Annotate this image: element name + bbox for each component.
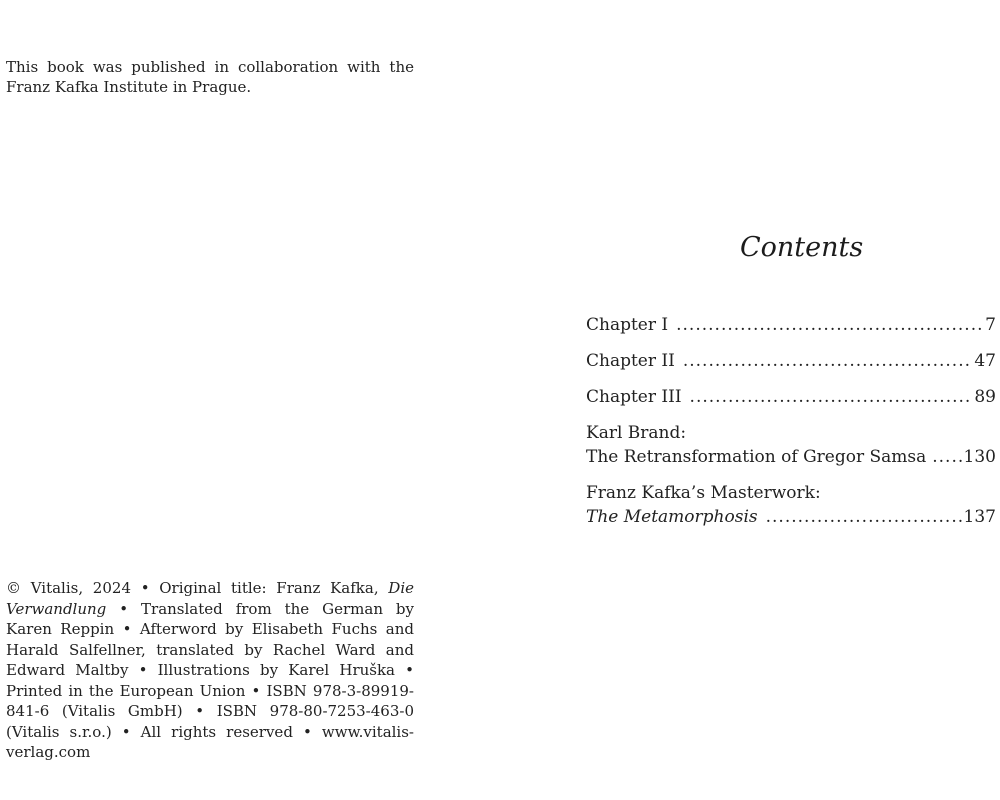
toc-page-number: 7: [985, 315, 996, 335]
collaboration-note: This book was published in collaboration with the Franz Kafka Institute in Prague.: [6, 58, 414, 96]
toc-entry-label: Chapter II: [586, 351, 675, 371]
toc-entry-label: Chapter I: [586, 315, 669, 335]
toc-entry-chapter-1[interactable]: [586, 313, 996, 337]
imprint-original-title: Die Verwandlung: [6, 579, 414, 618]
toc-leader-dots: [676, 313, 983, 337]
toc-entry-label: Chapter III: [586, 387, 682, 407]
toc-entry-label-line2: The Metamorphosis: [586, 507, 758, 527]
toc-leader-dots: [932, 445, 961, 469]
toc-entry-chapter-2[interactable]: [586, 349, 996, 373]
toc-page-number: 137: [963, 507, 996, 527]
right-page: [500, 0, 1000, 800]
imprint-text-after-title: • Translated from the German by Karen Reppin • Afterword by Elisabeth Fuchs and Harald Salfellner, translated by Rachel Ward and Edward Maltby • Illustrations by Karel Hruška • Printed in the European Union • ISBN 978-3-89919-841-6 (Vitalis GmbH) • ISBN 978-80-7253-463-0 (Vitalis s.r.o.) • All rights reserved • www.vitalis-verlag.com: [6, 599, 414, 761]
toc-line: [586, 505, 996, 529]
toc-page-number: 130: [963, 447, 996, 467]
toc-entry-chapter-3[interactable]: [586, 385, 996, 409]
toc-line: [586, 349, 996, 373]
toc-page-number: 47: [974, 351, 996, 371]
imprint-text-before-title: © Vitalis, 2024 • Original title: Franz Kafka,: [6, 579, 389, 597]
toc-entry-label-line1: Karl Brand:: [586, 423, 687, 443]
toc-page-number: 89: [974, 387, 996, 407]
toc-line: [586, 445, 996, 469]
imprint-notice: [6, 578, 414, 763]
toc-line: [586, 313, 996, 337]
toc-entry-retransformation[interactable]: [586, 421, 996, 469]
toc-leader-dots: [690, 385, 973, 409]
table-of-contents: [586, 313, 996, 541]
toc-entry-afterword[interactable]: [586, 481, 996, 529]
toc-leader-dots: [766, 505, 962, 529]
contents-heading: Contents: [740, 232, 864, 263]
toc-line: [586, 385, 996, 409]
toc-leader-dots: [683, 349, 973, 373]
toc-entry-label-line1: Franz Kafka’s Masterwork:: [586, 483, 821, 503]
toc-entry-label-line2: The Retransformation of Gregor Samsa: [586, 447, 927, 467]
